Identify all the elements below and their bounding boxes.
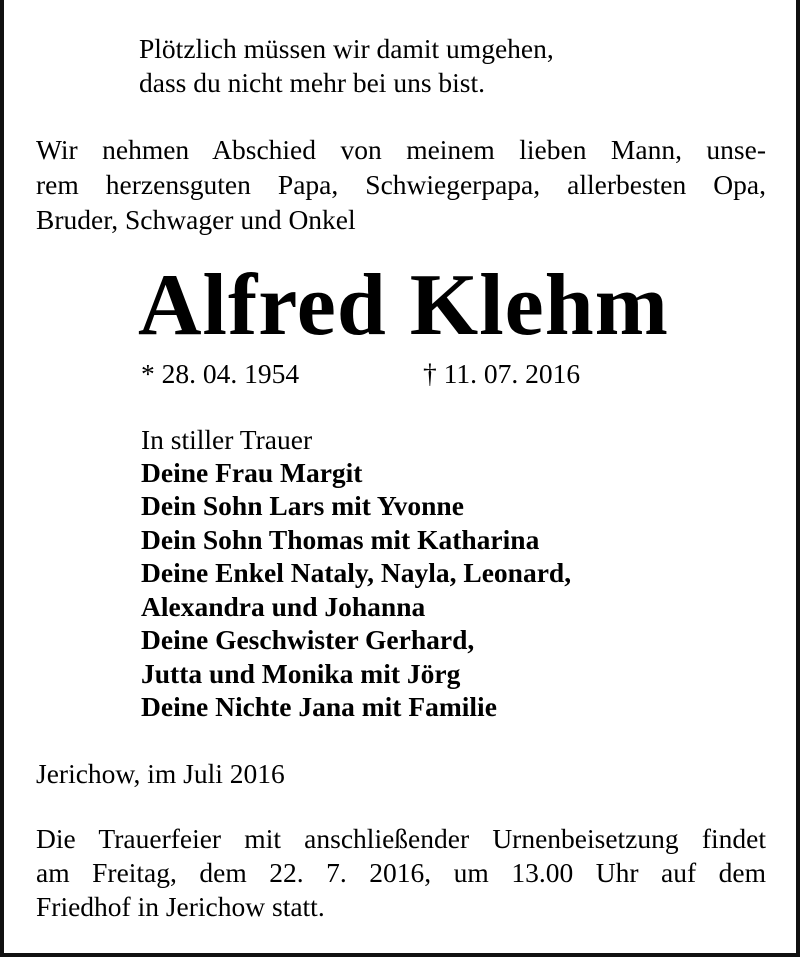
place-date: Jerichow, im Juli 2016: [36, 758, 285, 789]
motto-line-2: dass du nicht mehr bei uns bist.: [139, 67, 486, 98]
mourner-line: Dein Sohn Lars mit Yvonne: [141, 490, 464, 521]
mourner-line: Deine Frau Margit: [141, 457, 363, 488]
mourner-line: Deine Geschwister Gerhard,: [141, 624, 475, 655]
deceased-name: Alfred Klehm: [138, 257, 669, 354]
mourner-line: Jutta und Monika mit Jörg: [141, 658, 461, 689]
mourner-line: Deine Nichte Jana mit Familie: [141, 691, 497, 722]
funeral-info-line-3: Friedhof in Jerichow statt.: [36, 891, 325, 922]
mourners-intro: In stiller Trauer: [141, 424, 313, 455]
birth-date: * 28. 04. 1954: [141, 358, 300, 389]
mourner-line: Alexandra und Johanna: [141, 591, 426, 622]
mourner-line: Dein Sohn Thomas mit Katharina: [141, 524, 540, 555]
intro-line-1: Wir nehmen Abschied von meinem lieben Mann, unse-: [36, 134, 766, 165]
intro-line-3: Bruder, Schwager und Onkel: [36, 204, 356, 235]
mourner-line: Deine Enkel Nataly, Nayla, Leonard,: [141, 557, 572, 588]
intro-line-2: rem herzensguten Papa, Schwiegerpapa, allerbesten Opa,: [36, 169, 766, 200]
death-date: † 11. 07. 2016: [423, 358, 581, 389]
motto-line-1: Plötzlich müssen wir damit umgehen,: [139, 33, 554, 64]
funeral-info-line-2: am Freitag, dem 22. 7. 2016, um 13.00 Uhr auf dem: [36, 857, 766, 888]
funeral-info-line-1: Die Trauerfeier mit anschließender Urnenbeisetzung findet: [36, 823, 766, 854]
